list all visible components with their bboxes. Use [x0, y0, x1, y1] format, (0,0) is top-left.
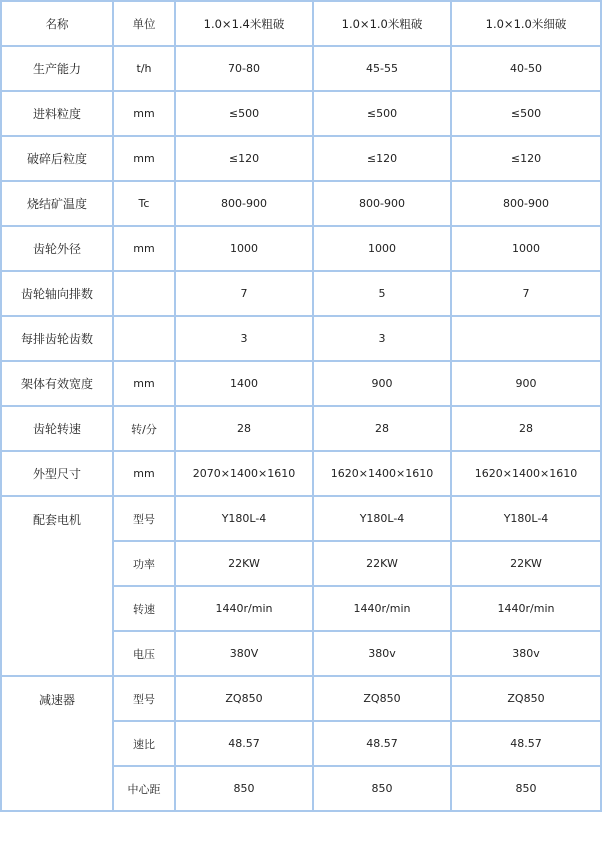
row-value: 45-55: [314, 47, 452, 92]
table-row: [2, 407, 602, 452]
row-value: ≤120: [314, 137, 452, 182]
motor-value: Y180L-4: [452, 497, 602, 542]
row-name: 破碎后粒度: [2, 137, 114, 182]
motor-param: 转速: [114, 587, 176, 632]
row-unit: Tc: [114, 182, 176, 227]
reducer-group-name: 减速器: [2, 677, 114, 812]
row-value: 7: [452, 272, 602, 317]
motor-value: Y180L-4: [176, 497, 314, 542]
reducer-value: ZQ850: [452, 677, 602, 722]
row-name: 生产能力: [2, 47, 114, 92]
row-value: ≤120: [452, 137, 602, 182]
row-value: 28: [452, 407, 602, 452]
row-name: 外型尺寸: [2, 452, 114, 497]
row-value: 800-900: [314, 182, 452, 227]
motor-value: 1440r/min: [314, 587, 452, 632]
reducer-value: ZQ850: [314, 677, 452, 722]
table-row: [2, 137, 602, 182]
reducer-value: ZQ850: [176, 677, 314, 722]
reducer-row: [2, 677, 602, 722]
reducer-param: 型号: [114, 677, 176, 722]
reducer-value: 850: [452, 767, 602, 812]
row-unit: mm: [114, 452, 176, 497]
table-row: [2, 362, 602, 407]
row-value: 7: [176, 272, 314, 317]
table-row: [2, 272, 602, 317]
row-name: 每排齿轮齿数: [2, 317, 114, 362]
row-value: 2070×1400×1610: [176, 452, 314, 497]
row-value: 5: [314, 272, 452, 317]
row-unit: mm: [114, 92, 176, 137]
row-value: ≤120: [176, 137, 314, 182]
row-value: ≤500: [176, 92, 314, 137]
row-name: 架体有效宽度: [2, 362, 114, 407]
row-name: 烧结矿温度: [2, 182, 114, 227]
row-value: 1000: [176, 227, 314, 272]
row-unit: mm: [114, 362, 176, 407]
row-value: 1620×1400×1610: [452, 452, 602, 497]
row-value: 900: [452, 362, 602, 407]
motor-value: 1440r/min: [452, 587, 602, 632]
motor-param: 电压: [114, 632, 176, 677]
row-name: 齿轮外径: [2, 227, 114, 272]
table-row: [2, 182, 602, 227]
header-unit: 单位: [114, 2, 176, 47]
reducer-value: 48.57: [314, 722, 452, 767]
motor-value: 380V: [176, 632, 314, 677]
reducer-value: 850: [176, 767, 314, 812]
motor-value: 1440r/min: [176, 587, 314, 632]
motor-param: 型号: [114, 497, 176, 542]
row-unit: mm: [114, 137, 176, 182]
row-unit: mm: [114, 227, 176, 272]
reducer-value: 48.57: [452, 722, 602, 767]
row-value: 28: [314, 407, 452, 452]
row-value: 28: [176, 407, 314, 452]
table-row: [2, 227, 602, 272]
reducer-param: 速比: [114, 722, 176, 767]
reducer-value: 850: [314, 767, 452, 812]
header-col3: 1.0×1.0米细破: [452, 2, 602, 47]
motor-param: 功率: [114, 542, 176, 587]
row-unit: [114, 317, 176, 362]
row-unit: 转/分: [114, 407, 176, 452]
header-row: [2, 2, 602, 47]
motor-value: Y180L-4: [314, 497, 452, 542]
table-row: [2, 452, 602, 497]
row-value: 70-80: [176, 47, 314, 92]
row-value: ≤500: [314, 92, 452, 137]
motor-value: 22KW: [176, 542, 314, 587]
row-value: 1000: [452, 227, 602, 272]
motor-row: [2, 497, 602, 542]
row-value: [452, 317, 602, 362]
row-value: 40-50: [452, 47, 602, 92]
row-name: 齿轮轴向排数: [2, 272, 114, 317]
reducer-value: 48.57: [176, 722, 314, 767]
row-unit: [114, 272, 176, 317]
motor-value: 22KW: [314, 542, 452, 587]
header-name: 名称: [2, 2, 114, 47]
table-row: [2, 317, 602, 362]
row-value: 1400: [176, 362, 314, 407]
motor-value: 380v: [314, 632, 452, 677]
row-value: 3: [176, 317, 314, 362]
row-value: ≤500: [452, 92, 602, 137]
row-name: 齿轮转速: [2, 407, 114, 452]
header-col1: 1.0×1.4米粗破: [176, 2, 314, 47]
row-value: 800-900: [452, 182, 602, 227]
motor-group-name: 配套电机: [2, 497, 114, 677]
row-value: 900: [314, 362, 452, 407]
row-value: 800-900: [176, 182, 314, 227]
table-row: [2, 92, 602, 137]
row-value: 3: [314, 317, 452, 362]
header-col2: 1.0×1.0米粗破: [314, 2, 452, 47]
row-value: 1620×1400×1610: [314, 452, 452, 497]
row-value: 1000: [314, 227, 452, 272]
row-name: 进料粒度: [2, 92, 114, 137]
motor-value: 380v: [452, 632, 602, 677]
table-row: [2, 47, 602, 92]
reducer-param: 中心距: [114, 767, 176, 812]
row-unit: t/h: [114, 47, 176, 92]
motor-value: 22KW: [452, 542, 602, 587]
